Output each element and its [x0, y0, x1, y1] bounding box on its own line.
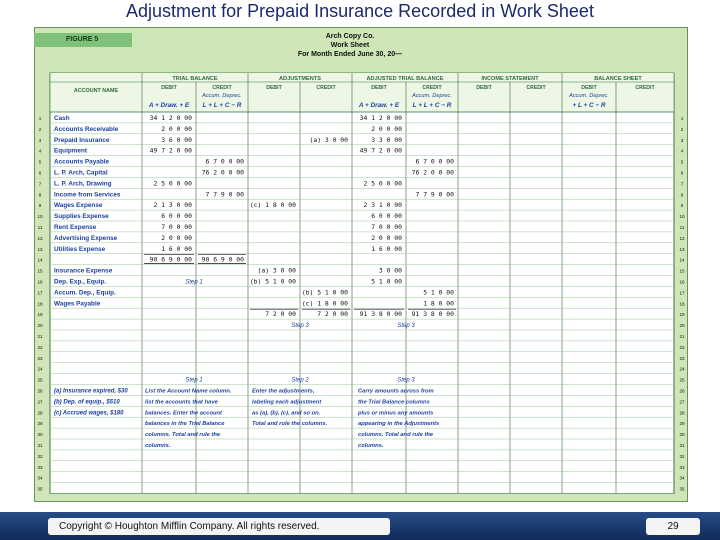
amount-adj_dr-16: (b) 5 1 0 00	[249, 277, 296, 286]
row-number-right-29: 29	[679, 421, 685, 427]
row-number-left-13: 13	[37, 246, 43, 252]
row-number-left-8: 8	[38, 192, 42, 198]
notes-step2-title: Step 2	[291, 377, 309, 384]
row-number-left-34: 34	[37, 475, 43, 481]
col-header-4: CREDIT	[316, 85, 336, 91]
amount-tb_dr-12: 2 0 0 00	[161, 233, 192, 242]
amount-tb_dr-1: 34 1 2 0 00	[149, 114, 192, 122]
row-number-right-9: 9	[680, 203, 684, 209]
amount-adj_cr-3: (a) 3 0 00	[309, 135, 348, 144]
row-number-left-15: 15	[37, 268, 43, 274]
account-name-5: Accounts Payable	[54, 158, 110, 166]
rule-accum-bs: Accum. Deprec.	[569, 93, 609, 99]
row-number-right-7: 7	[680, 181, 684, 187]
row-number-left-26: 26	[37, 388, 43, 394]
row-number-right-31: 31	[679, 443, 685, 448]
amount-atb_dr-13: 1 6 0 00	[371, 244, 402, 253]
row-number-right-2: 2	[680, 126, 684, 132]
note-step3-0: Carry amounts across from	[358, 388, 434, 395]
col-header-9: DEBIT	[581, 85, 597, 91]
note-step1-5: columns.	[145, 443, 171, 449]
account-name-8: Income from Services	[54, 191, 121, 199]
row-number-left-31: 31	[37, 443, 43, 448]
amount-adj_dr-15: (a) 3 0 00	[257, 266, 296, 275]
row-number-left-7: 7	[38, 181, 42, 187]
col-header-10: CREDIT	[635, 85, 655, 91]
row-number-right-28: 28	[679, 410, 685, 416]
row-number-right-1: 1	[680, 116, 684, 121]
account-name-2: Accounts Receivable	[54, 125, 119, 133]
col-header-2: CREDIT	[212, 85, 232, 91]
row-number-left-19: 19	[37, 312, 43, 318]
notes-step1-title: Step 1	[185, 377, 203, 384]
note-step3-5: columns.	[358, 443, 384, 449]
amount-tb_cr-14: 90 6 9 0 00	[201, 255, 244, 264]
row-number-left-3: 3	[38, 137, 42, 143]
step2-label: Step 3	[291, 323, 309, 330]
amount-tb_dr-13: 1 6 0 00	[161, 244, 192, 253]
account-name-16: Dep. Exp., Equip.	[54, 278, 107, 286]
step3-label: Step 3	[397, 323, 415, 330]
amount-atb_cr-18: 1 8 0 00	[423, 299, 454, 308]
figure-label: FIGURE 5	[34, 33, 132, 47]
row-number-left-14: 14	[37, 257, 43, 263]
row-number-left-17: 17	[37, 290, 43, 296]
amount-adj_dr-19: 7 2 0 00	[265, 310, 296, 319]
row-number-left-20: 20	[37, 323, 43, 329]
note-step1-0: List the Account Name column.	[145, 388, 232, 395]
amount-atb_dr-16: 5 1 0 00	[371, 277, 402, 286]
amount-tb_dr-14: 90 6 9 0 00	[149, 255, 192, 264]
note-adjustment-2: (c) Accrued wages, $180	[54, 410, 124, 417]
amount-atb_dr-1: 34 1 2 0 00	[359, 114, 402, 122]
row-number-left-28: 28	[37, 410, 43, 416]
row-number-left-1: 1	[38, 116, 42, 121]
note-adjustment-1: (b) Dep. of equip., $510	[54, 399, 120, 406]
col-header-7: DEBIT	[476, 85, 492, 91]
amount-atb_dr-10: 6 0 0 00	[371, 212, 402, 221]
account-name-12: Advertising Expense	[54, 234, 118, 242]
amount-tb_cr-6: 76 2 0 0 00	[201, 168, 244, 177]
row-number-right-35: 35	[679, 486, 685, 492]
amount-atb_dr-15: 3 0 00	[378, 266, 402, 275]
account-name-13: Utilities Expense	[54, 245, 106, 253]
account-name-17: Accum. Dep., Equip.	[54, 289, 116, 297]
row-number-right-32: 32	[679, 453, 685, 459]
slide-title: Adjustment for Prepaid Insurance Recorded in Work Sheet	[126, 1, 594, 21]
amount-tb_cr-8: 7 7 9 0 00	[205, 190, 244, 199]
account-name-1: Cash	[54, 115, 70, 122]
note-step1-1: list the accounts that have	[145, 399, 218, 406]
note-step1-3: balances in the Trial Balance	[145, 421, 225, 428]
note-step3-3: appearing in the Adjustments	[358, 421, 440, 428]
section-header-3: INCOME STATEMENT	[481, 76, 539, 82]
row-number-left-22: 22	[37, 344, 43, 350]
period-line: For Month Ended June 30, 20—	[297, 51, 403, 58]
note-step3-4: columns. Total and rule the	[358, 432, 434, 439]
amount-atb_dr-12: 2 0 0 00	[371, 233, 402, 242]
amount-atb_dr-3: 3 3 0 00	[371, 135, 402, 144]
amount-atb_cr-5: 6 7 0 0 00	[415, 157, 454, 166]
row-number-right-30: 30	[679, 432, 685, 438]
row-number-right-6: 6	[680, 170, 684, 176]
note-adjustment-0: (a) Insurance expired, $30	[54, 388, 128, 395]
row-number-left-25: 25	[37, 377, 43, 383]
worksheet-paper	[50, 73, 674, 494]
doc-title: Work Sheet	[330, 42, 370, 49]
row-number-right-8: 8	[680, 192, 684, 198]
section-header-4: BALANCE SHEET	[594, 76, 642, 82]
note-step3-1: the Trial Balance columns	[358, 399, 430, 406]
amount-atb_cr-17: 5 1 0 00	[423, 288, 454, 297]
rule-accum-0: Accum. Deprec.	[202, 93, 242, 99]
amount-tb_dr-9: 2 1 3 0 00	[153, 201, 192, 210]
amount-atb_dr-19: 91 3 8 0 00	[359, 310, 402, 319]
row-number-right-10: 10	[679, 214, 685, 220]
row-number-right-24: 24	[679, 366, 685, 372]
amount-tb_dr-2: 2 0 0 00	[161, 124, 192, 133]
row-number-left-4: 4	[38, 148, 42, 154]
note-step2-3: Total and rule the columns.	[252, 421, 328, 428]
row-number-right-26: 26	[679, 388, 685, 394]
account-name-15: Insurance Expense	[54, 267, 113, 275]
row-number-right-19: 19	[679, 312, 685, 318]
rule-credit-bs: + L + C − R	[572, 102, 606, 109]
account-name-7: L. P. Arch, Drawing	[54, 180, 112, 188]
account-name-18: Wages Payable	[54, 300, 101, 308]
row-number-right-3: 3	[680, 137, 684, 143]
amount-atb_cr-8: 7 7 9 0 00	[415, 190, 454, 199]
account-name-4: Equipment	[54, 147, 88, 155]
amount-tb_dr-7: 2 5 0 0 00	[153, 179, 192, 188]
copyright-text: Copyright © Houghton Mifflin Company. All rights reserved.	[48, 518, 390, 535]
row-number-right-4: 4	[680, 148, 684, 154]
row-number-right-14: 14	[679, 257, 685, 263]
account-name-3: Prepaid Insurance	[54, 136, 110, 144]
row-number-left-11: 11	[37, 225, 43, 230]
col-header-3: DEBIT	[266, 85, 282, 91]
row-number-left-9: 9	[38, 203, 42, 209]
note-step1-4: columns. Total and rule the	[145, 432, 221, 439]
row-number-left-10: 10	[37, 214, 43, 220]
amount-atb_cr-6: 76 2 0 0 00	[411, 168, 454, 177]
row-number-right-20: 20	[679, 323, 685, 329]
row-number-left-6: 6	[38, 170, 42, 176]
rule-accum-1: Accum. Deprec.	[412, 93, 452, 99]
row-number-right-17: 17	[679, 290, 685, 296]
row-number-right-27: 27	[679, 399, 685, 405]
amount-tb_dr-4: 49 7 2 0 00	[149, 146, 192, 155]
col-header-1: DEBIT	[161, 85, 177, 91]
row-number-right-12: 12	[679, 235, 685, 241]
account-name-header: ACCOUNT NAME	[73, 88, 119, 94]
section-header-1: ADJUSTMENTS	[279, 76, 321, 82]
row-number-left-18: 18	[37, 301, 43, 307]
note-step1-2: balances. Enter the account	[145, 410, 222, 417]
amount-atb_dr-4: 49 7 2 0 00	[359, 146, 402, 155]
amount-atb_dr-9: 2 3 1 0 00	[363, 201, 402, 210]
rule-credit-0: L + L + C − R	[202, 102, 242, 109]
company-name: Arch Copy Co.	[325, 33, 375, 40]
col-header-6: CREDIT	[422, 85, 442, 91]
note-step3-2: plus or minus any amounts	[358, 410, 434, 417]
account-name-6: L. P. Arch, Capital	[54, 169, 108, 177]
section-header-0: TRIAL BALANCE	[172, 76, 218, 82]
row-number-left-5: 5	[38, 159, 42, 165]
amount-atb_dr-7: 2 5 0 0 00	[363, 179, 402, 188]
amount-adj_dr-9: (c) 1 8 0 00	[249, 201, 296, 210]
amount-tb_cr-5: 6 7 0 0 00	[205, 157, 244, 166]
account-name-11: Rent Expense	[54, 224, 97, 231]
row-number-right-11: 11	[679, 225, 685, 230]
row-number-right-22: 22	[679, 344, 685, 350]
row-number-right-15: 15	[679, 268, 685, 274]
account-name-9: Wages Expense	[54, 202, 103, 210]
amount-tb_dr-3: 3 6 0 00	[161, 135, 192, 144]
row-number-right-25: 25	[679, 377, 685, 383]
row-number-left-21: 21	[37, 334, 43, 339]
amount-tb_dr-10: 6 0 0 00	[161, 212, 192, 221]
amount-adj_cr-19: 7 2 0 00	[317, 310, 348, 319]
row-number-right-23: 23	[679, 355, 685, 361]
rule-credit-1: L + L + C − R	[412, 102, 452, 109]
note-step2-2: as (a), (b), (c), and so on.	[252, 410, 321, 417]
section-header-2: ADJUSTED TRIAL BALANCE	[366, 76, 444, 82]
amount-atb_dr-2: 2 0 0 00	[371, 124, 402, 133]
row-number-left-30: 30	[37, 432, 43, 438]
row-number-left-16: 16	[37, 279, 43, 285]
row-number-right-5: 5	[680, 159, 684, 165]
row-number-right-18: 18	[679, 301, 685, 307]
col-header-8: CREDIT	[526, 85, 546, 91]
col-header-5: DEBIT	[371, 85, 387, 91]
row-number-left-24: 24	[37, 366, 43, 372]
row-number-right-16: 16	[679, 279, 685, 285]
amount-tb_dr-11: 7 0 0 00	[161, 223, 192, 231]
row-number-left-27: 27	[37, 399, 43, 405]
rule-debit-1: A + Draw. + E	[358, 102, 400, 109]
note-step2-0: Enter the adjustments,	[252, 388, 315, 395]
row-number-left-33: 33	[37, 464, 43, 470]
row-number-left-29: 29	[37, 421, 43, 427]
amount-adj_cr-17: (b) 5 1 0 00	[301, 288, 348, 297]
row-number-right-33: 33	[679, 464, 685, 470]
row-number-left-32: 32	[37, 453, 43, 459]
rule-debit-0: A + Draw. + E	[148, 102, 190, 109]
note-step2-1: labeling each adjustment	[252, 399, 322, 406]
amount-atb_cr-19: 91 3 8 0 00	[411, 310, 454, 319]
step1-label: Step 1	[185, 279, 203, 286]
row-number-left-23: 23	[37, 355, 43, 361]
amount-adj_cr-18: (c) 1 8 0 00	[301, 299, 348, 308]
page-number: 29	[646, 518, 700, 535]
row-number-right-34: 34	[679, 475, 685, 481]
row-number-left-12: 12	[37, 235, 43, 241]
row-number-left-2: 2	[38, 126, 42, 132]
amount-atb_dr-11: 7 0 0 00	[371, 223, 402, 231]
step3-label-notes: Step 3	[397, 377, 415, 384]
account-name-10: Supplies Expense	[54, 213, 109, 221]
row-number-right-21: 21	[679, 334, 685, 339]
row-number-left-35: 35	[37, 486, 43, 492]
row-number-right-13: 13	[679, 246, 685, 252]
